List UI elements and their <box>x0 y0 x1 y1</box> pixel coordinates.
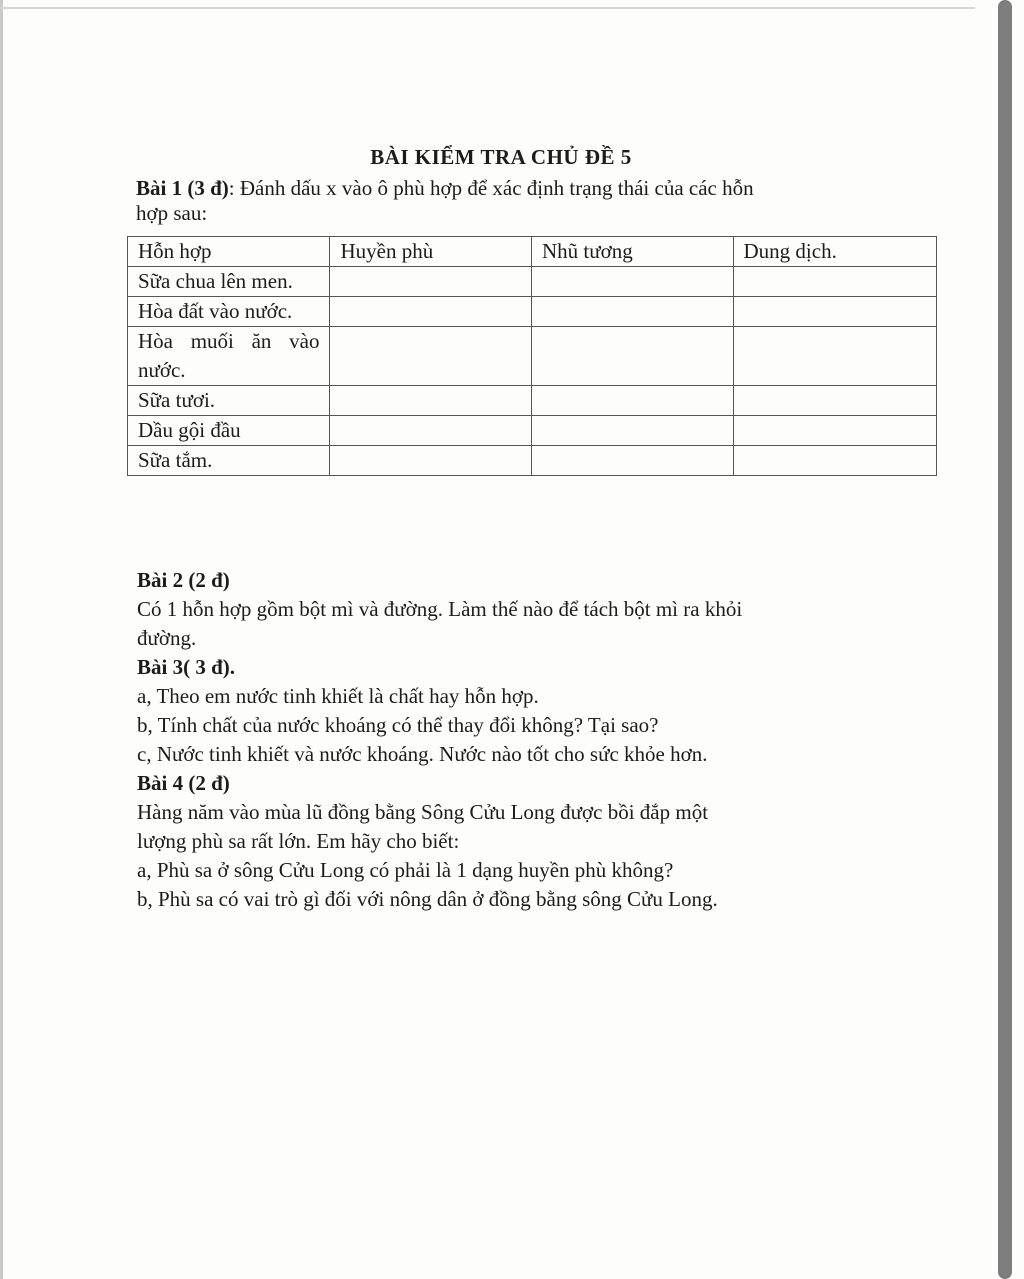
page-left-edge <box>0 0 3 1279</box>
bai3-heading: Bài 3( 3 đ). <box>137 655 236 679</box>
answer-cell <box>532 327 734 386</box>
bai4-question-a: a, Phù sa ở sông Cửu Long có phải là 1 dạng huyền phù không? <box>137 858 674 882</box>
table-row <box>128 416 937 446</box>
exam-header <box>136 145 936 224</box>
bai2-heading: Bài 2 (2 đ) <box>137 568 230 592</box>
table-row <box>128 327 937 386</box>
bai1-text-line1: : Đánh dấu x vào ô phù hợp để xác định trạng thái của các hỗn <box>228 176 754 200</box>
table-row <box>128 446 937 476</box>
answer-cell <box>733 446 937 476</box>
answer-cell <box>733 416 937 446</box>
table-header-row <box>128 237 937 267</box>
table-row <box>128 386 937 416</box>
exam-questions <box>137 566 927 914</box>
answer-cell <box>330 386 532 416</box>
table-row <box>128 267 937 297</box>
answer-cell <box>330 327 532 386</box>
bai3-question-c: c, Nước tinh khiết và nước khoáng. Nước nào tốt cho sức khỏe hơn. <box>137 742 708 766</box>
bai4-question-b: b, Phù sa có vai trò gì đối với nông dân ở đồng bằng sông Cửu Long. <box>137 887 718 911</box>
mixture-table <box>127 236 937 476</box>
answer-cell <box>330 267 532 297</box>
table-header-cell: Nhũ tương <box>532 237 734 267</box>
mixture-name-cell: Sữa tươi. <box>128 386 330 416</box>
bai4-heading: Bài 4 (2 đ) <box>137 771 230 795</box>
bai4-line1: Hàng năm vào mùa lũ đồng bằng Sông Cửu Long được bồi đắp một <box>137 800 709 824</box>
mixture-name-cell: Sữa tắm. <box>128 446 330 476</box>
bai1-heading: Bài 1 (3 đ) <box>136 176 229 200</box>
bai4-line2: lượng phù sa rất lớn. Em hãy cho biết: <box>137 829 460 853</box>
answer-cell <box>733 386 937 416</box>
answer-cell <box>532 446 734 476</box>
answer-cell <box>733 267 937 297</box>
bai3-question-a: a, Theo em nước tinh khiết là chất hay hỗn hợp. <box>137 684 539 708</box>
mixture-name-cell: Hòa muối ăn vào nước. <box>128 327 330 386</box>
mixture-name-cell: Hòa đất vào nước. <box>128 297 330 327</box>
answer-cell <box>733 327 937 386</box>
bai2-line1: Có 1 hỗn hợp gồm bột mì và đường. Làm thế nào để tách bột mì ra khỏi <box>137 597 743 621</box>
vertical-scrollbar[interactable] <box>998 0 1012 1279</box>
answer-cell <box>532 297 734 327</box>
bai2-line2: đường. <box>137 626 197 650</box>
table-header-cell: Huyền phù <box>330 237 532 267</box>
answer-cell <box>330 446 532 476</box>
answer-cell <box>330 416 532 446</box>
table-header-cell: Hỗn hợp <box>128 237 330 267</box>
answer-cell <box>532 267 734 297</box>
bai1-text-line2: hợp sau: <box>136 201 208 225</box>
answer-cell <box>733 297 937 327</box>
answer-cell <box>532 386 734 416</box>
table-header-cell: Dung dịch. <box>733 237 937 267</box>
answer-cell <box>330 297 532 327</box>
mixture-name-cell: Sữa chua lên men. <box>128 267 330 297</box>
bai3-question-b: b, Tính chất của nước khoáng có thể thay đổi không? Tại sao? <box>137 713 659 737</box>
exam-title: BÀI KIỂM TRA CHỦ ĐỀ 5 <box>370 145 632 169</box>
answer-cell <box>532 416 734 446</box>
mixture-name-cell: Dầu gội đầu <box>128 416 330 446</box>
bai1-instruction <box>136 174 936 202</box>
table-row <box>128 297 937 327</box>
page-top-line <box>0 7 975 9</box>
